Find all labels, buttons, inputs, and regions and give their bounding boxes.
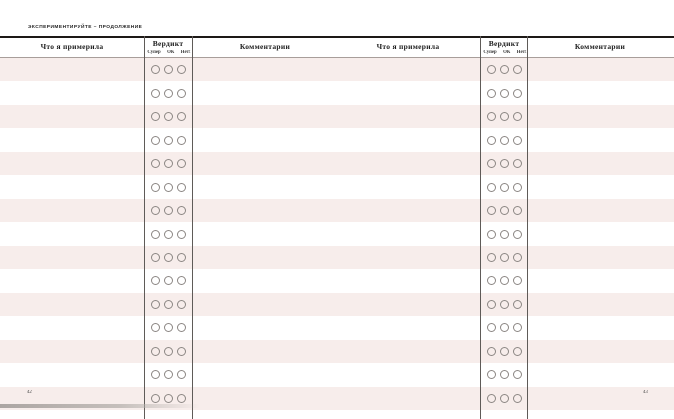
vertical-rule bbox=[192, 36, 193, 419]
verdict-column bbox=[481, 58, 528, 410]
verdict-circle[interactable] bbox=[487, 394, 496, 403]
verdict-circle[interactable] bbox=[487, 230, 496, 239]
verdict-cell bbox=[481, 340, 528, 363]
verdict-circle[interactable] bbox=[500, 136, 509, 145]
verdict-option-ok: ОК bbox=[503, 50, 511, 55]
verdict-circle[interactable] bbox=[164, 370, 173, 379]
verdict-circle[interactable] bbox=[513, 300, 522, 309]
verdict-scale bbox=[481, 50, 529, 55]
verdict-cell bbox=[145, 199, 192, 222]
column-header-comments: Комментарии bbox=[239, 42, 291, 51]
verdict-circle[interactable] bbox=[164, 65, 173, 74]
verdict-circle[interactable] bbox=[513, 230, 522, 239]
verdict-cell bbox=[481, 105, 528, 128]
verdict-circle[interactable] bbox=[164, 347, 173, 356]
verdict-circle[interactable] bbox=[151, 230, 160, 239]
verdict-cell bbox=[145, 152, 192, 175]
verdict-circle[interactable] bbox=[151, 370, 160, 379]
verdict-circle[interactable] bbox=[164, 136, 173, 145]
verdict-option-no: Нет! bbox=[180, 50, 191, 55]
verdict-circle[interactable] bbox=[177, 206, 186, 215]
verdict-circle[interactable] bbox=[151, 394, 160, 403]
verdict-cell bbox=[145, 222, 192, 245]
verdict-circle[interactable] bbox=[164, 112, 173, 121]
verdict-circle[interactable] bbox=[487, 323, 496, 332]
verdict-circle[interactable] bbox=[487, 347, 496, 356]
verdict-scale bbox=[145, 50, 193, 55]
verdict-circle[interactable] bbox=[151, 136, 160, 145]
verdict-circle[interactable] bbox=[513, 136, 522, 145]
verdict-circle[interactable] bbox=[164, 394, 173, 403]
verdict-cell bbox=[481, 246, 528, 269]
verdict-circle[interactable] bbox=[500, 347, 509, 356]
verdict-circle[interactable] bbox=[151, 300, 160, 309]
verdict-circle[interactable] bbox=[513, 276, 522, 285]
verdict-circle[interactable] bbox=[164, 300, 173, 309]
verdict-circle[interactable] bbox=[487, 300, 496, 309]
verdict-circle[interactable] bbox=[177, 323, 186, 332]
verdict-circle[interactable] bbox=[487, 89, 496, 98]
table-row bbox=[0, 340, 674, 363]
verdict-circle[interactable] bbox=[177, 65, 186, 74]
verdict-circle[interactable] bbox=[151, 159, 160, 168]
column-header-verdict: Вердикт bbox=[152, 39, 184, 48]
verdict-cell bbox=[145, 175, 192, 198]
verdict-circle[interactable] bbox=[487, 183, 496, 192]
table-body-stripes bbox=[0, 58, 674, 410]
verdict-circle[interactable] bbox=[177, 136, 186, 145]
verdict-circle[interactable] bbox=[500, 112, 509, 121]
verdict-circle[interactable] bbox=[513, 253, 522, 262]
verdict-circle[interactable] bbox=[513, 89, 522, 98]
verdict-cell bbox=[145, 128, 192, 151]
verdict-circle[interactable] bbox=[151, 347, 160, 356]
verdict-circle[interactable] bbox=[500, 65, 509, 74]
table-row bbox=[0, 246, 674, 269]
verdict-cell bbox=[145, 81, 192, 104]
verdict-circle[interactable] bbox=[177, 112, 186, 121]
verdict-cell bbox=[145, 246, 192, 269]
verdict-circle[interactable] bbox=[177, 89, 186, 98]
verdict-cell bbox=[145, 316, 192, 339]
verdict-circle[interactable] bbox=[487, 136, 496, 145]
verdict-circle[interactable] bbox=[500, 253, 509, 262]
running-head: ЭКСПЕРИМЕНТИРУЙТЕ – ПРОДОЛЖЕНИЕ bbox=[28, 25, 143, 30]
verdict-circle[interactable] bbox=[513, 112, 522, 121]
column-header-comments: Комментарии bbox=[574, 42, 626, 51]
verdict-circle[interactable] bbox=[487, 370, 496, 379]
verdict-circle[interactable] bbox=[513, 65, 522, 74]
verdict-option-super: Супер bbox=[483, 50, 497, 55]
table-row bbox=[0, 58, 674, 81]
verdict-circle[interactable] bbox=[500, 206, 509, 215]
table-row bbox=[0, 316, 674, 339]
table-top-border bbox=[0, 36, 674, 38]
verdict-circle[interactable] bbox=[177, 300, 186, 309]
verdict-circle[interactable] bbox=[513, 323, 522, 332]
verdict-circle[interactable] bbox=[177, 183, 186, 192]
verdict-circle[interactable] bbox=[487, 112, 496, 121]
verdict-circle[interactable] bbox=[513, 347, 522, 356]
verdict-circle[interactable] bbox=[487, 253, 496, 262]
table-row bbox=[0, 269, 674, 292]
verdict-cell bbox=[481, 199, 528, 222]
page-edge-shadow bbox=[0, 404, 200, 408]
verdict-circle[interactable] bbox=[177, 230, 186, 239]
table-row bbox=[0, 152, 674, 175]
verdict-cell bbox=[481, 175, 528, 198]
verdict-circle[interactable] bbox=[500, 276, 509, 285]
verdict-circle[interactable] bbox=[177, 159, 186, 168]
verdict-cell bbox=[481, 222, 528, 245]
verdict-circle[interactable] bbox=[164, 183, 173, 192]
verdict-circle[interactable] bbox=[164, 253, 173, 262]
page-number-right: 43 bbox=[643, 390, 648, 395]
header-underline bbox=[0, 57, 674, 58]
column-header-verdict: Вердикт bbox=[488, 39, 520, 48]
verdict-cell bbox=[481, 128, 528, 151]
verdict-option-no: Нет! bbox=[516, 50, 527, 55]
verdict-circle[interactable] bbox=[151, 89, 160, 98]
verdict-circle[interactable] bbox=[487, 276, 496, 285]
verdict-circle[interactable] bbox=[500, 159, 509, 168]
table-row bbox=[0, 175, 674, 198]
column-header-tried: Что я примерила bbox=[376, 42, 440, 51]
verdict-cell bbox=[145, 269, 192, 292]
verdict-column bbox=[145, 58, 192, 410]
verdict-circle[interactable] bbox=[151, 323, 160, 332]
verdict-circle[interactable] bbox=[513, 183, 522, 192]
verdict-circle[interactable] bbox=[177, 347, 186, 356]
verdict-circle[interactable] bbox=[177, 253, 186, 262]
verdict-circle[interactable] bbox=[151, 183, 160, 192]
verdict-circle[interactable] bbox=[513, 394, 522, 403]
verdict-circle[interactable] bbox=[164, 89, 173, 98]
verdict-circle[interactable] bbox=[500, 394, 509, 403]
table-row bbox=[0, 293, 674, 316]
verdict-cell bbox=[481, 81, 528, 104]
verdict-circle[interactable] bbox=[151, 253, 160, 262]
table-row bbox=[0, 363, 674, 386]
verdict-cell bbox=[481, 152, 528, 175]
verdict-cell bbox=[145, 293, 192, 316]
column-header-tried: Что я примерила bbox=[40, 42, 104, 51]
table-row bbox=[0, 222, 674, 245]
verdict-circle[interactable] bbox=[151, 206, 160, 215]
verdict-cell bbox=[481, 269, 528, 292]
verdict-circle[interactable] bbox=[177, 276, 186, 285]
verdict-circle[interactable] bbox=[164, 323, 173, 332]
verdict-circle[interactable] bbox=[500, 183, 509, 192]
verdict-circle[interactable] bbox=[487, 206, 496, 215]
verdict-circle[interactable] bbox=[164, 230, 173, 239]
verdict-option-super: Супер bbox=[147, 50, 161, 55]
verdict-cell bbox=[481, 363, 528, 386]
table-row bbox=[0, 81, 674, 104]
verdict-circle[interactable] bbox=[513, 159, 522, 168]
verdict-circle[interactable] bbox=[487, 159, 496, 168]
verdict-option-ok: ОК bbox=[167, 50, 175, 55]
verdict-circle[interactable] bbox=[513, 370, 522, 379]
verdict-circle[interactable] bbox=[151, 65, 160, 74]
verdict-circle[interactable] bbox=[500, 89, 509, 98]
verdict-cell bbox=[481, 58, 528, 81]
verdict-circle[interactable] bbox=[177, 370, 186, 379]
verdict-cell bbox=[145, 340, 192, 363]
table-row bbox=[0, 128, 674, 151]
verdict-cell bbox=[481, 316, 528, 339]
page-number-left: 42 bbox=[27, 390, 32, 395]
verdict-circle[interactable] bbox=[500, 370, 509, 379]
verdict-circle[interactable] bbox=[164, 206, 173, 215]
verdict-circle[interactable] bbox=[151, 112, 160, 121]
verdict-cell bbox=[481, 293, 528, 316]
verdict-cell bbox=[145, 105, 192, 128]
verdict-circle[interactable] bbox=[513, 206, 522, 215]
verdict-cell bbox=[145, 58, 192, 81]
verdict-cell bbox=[481, 387, 528, 410]
verdict-circle[interactable] bbox=[177, 394, 186, 403]
verdict-circle[interactable] bbox=[500, 300, 509, 309]
verdict-cell bbox=[145, 363, 192, 386]
table-row bbox=[0, 199, 674, 222]
verdict-circle[interactable] bbox=[500, 323, 509, 332]
verdict-circle[interactable] bbox=[164, 159, 173, 168]
verdict-circle[interactable] bbox=[164, 276, 173, 285]
verdict-circle[interactable] bbox=[500, 230, 509, 239]
verdict-circle[interactable] bbox=[487, 65, 496, 74]
table-row bbox=[0, 105, 674, 128]
verdict-circle[interactable] bbox=[151, 276, 160, 285]
